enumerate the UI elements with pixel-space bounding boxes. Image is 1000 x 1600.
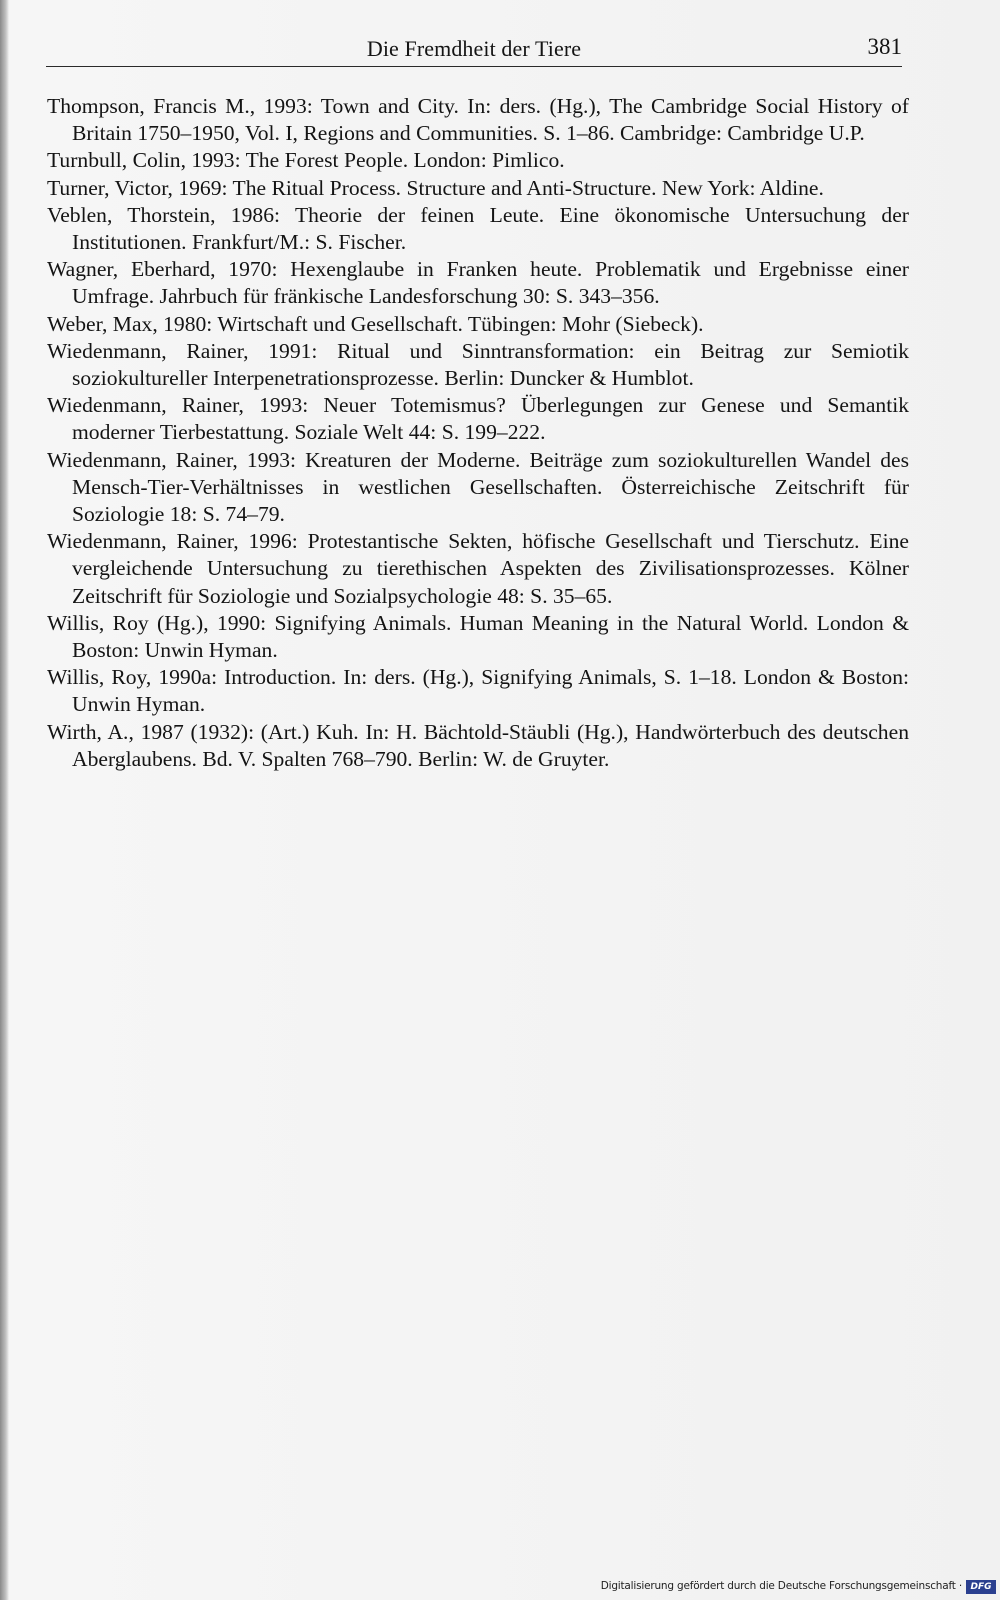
reference-entry: Turnbull, Colin, 1993: The Forest People. London: Pimlico.: [47, 148, 565, 173]
reference-entry: Wirth, A., 1987 (1932): (Art.) Kuh. In: H. Bächtold-Stäubli (Hg.), Handwörterbuch des deutschen Aberglaubens. Bd. V. Spalten 768–790. Berlin: W. de Gruyter.: [47, 719, 909, 771]
book-spine-shadow: [0, 0, 9, 1600]
page-number: 381: [867, 34, 902, 59]
reference-entry: Willis, Roy, 1990a: Introduction. In: ders. (Hg.), Signifying Animals, S. 1–18. London & Boston: Unwin Hyman.: [47, 665, 909, 717]
reference-entry: Turner, Victor, 1969: The Ritual Process. Structure and Anti-Structure. New York: Aldine.: [47, 175, 824, 200]
reference-entry: Wagner, Eberhard, 1970: Hexenglaube in Franken heute. Problematik und Ergebnisse einer Umfrage. Jahrbuch für fränkische Landesforschung 30: S. 343–356.: [47, 257, 909, 309]
reference-entry: Wiedenmann, Rainer, 1993: Kreaturen der Moderne. Beiträge zum soziokulturellen Wandel des Mensch-Tier-Verhältnisses in westlichen Gesellschaften. Österreichische Zeitschrift für Soziologie 18: S. 74–79.: [47, 447, 909, 527]
reference-entry: Weber, Max, 1980: Wirtschaft und Gesellschaft. Tübingen: Mohr (Siebeck).: [47, 311, 704, 336]
reference-entry: Willis, Roy (Hg.), 1990: Signifying Animals. Human Meaning in the Natural World. London & Boston: Unwin Hyman.: [47, 610, 909, 663]
digitization-credit: Digitalisierung gefördert durch die Deutsche Forschungsgemeinschaft ·: [600, 1580, 962, 1592]
running-title: Die Fremdheit der Tiere: [366, 36, 582, 61]
reference-entry: Wiedenmann, Rainer, 1991: Ritual und Sinntransformation: ein Beitrag zur Semiotik soziokultureller Interpenetrationsprozesse. Berlin: Duncker & Humblot.: [47, 338, 909, 391]
reference-entry: Thompson, Francis M., 1993: Town and City. In: ders. (Hg.), The Cambridge Social History of Britain 1750–1950, Vol. I, Regions and Communities. S. 1–86. Cambridge: Cambridge U.P.: [47, 94, 909, 146]
dfg-logo-icon: DFG: [966, 1580, 996, 1594]
reference-entry: Veblen, Thorstein, 1986: Theorie der feinen Leute. Eine ökonomische Untersuchung der Institutionen. Frankfurt/M.: S. Fischer.: [47, 202, 909, 255]
reference-entry: Wiedenmann, Rainer, 1993: Neuer Totemismus? Überlegungen zur Genese und Semantik moderner Tierbestattung. Soziale Welt 44: S. 199–222.: [47, 393, 909, 445]
reference-list: [47, 93, 909, 773]
reference-entry: Wiedenmann, Rainer, 1996: Protestantische Sekten, höfische Gesellschaft und Tierschutz. Eine vergleichende Untersuchung zu tierethischen Aspekten des Zivilisationsprozesses. Kölner Zeitschrift für Soziologie und Sozialpsychologie 48: S. 35–65.: [47, 529, 909, 608]
running-head: [46, 34, 902, 67]
